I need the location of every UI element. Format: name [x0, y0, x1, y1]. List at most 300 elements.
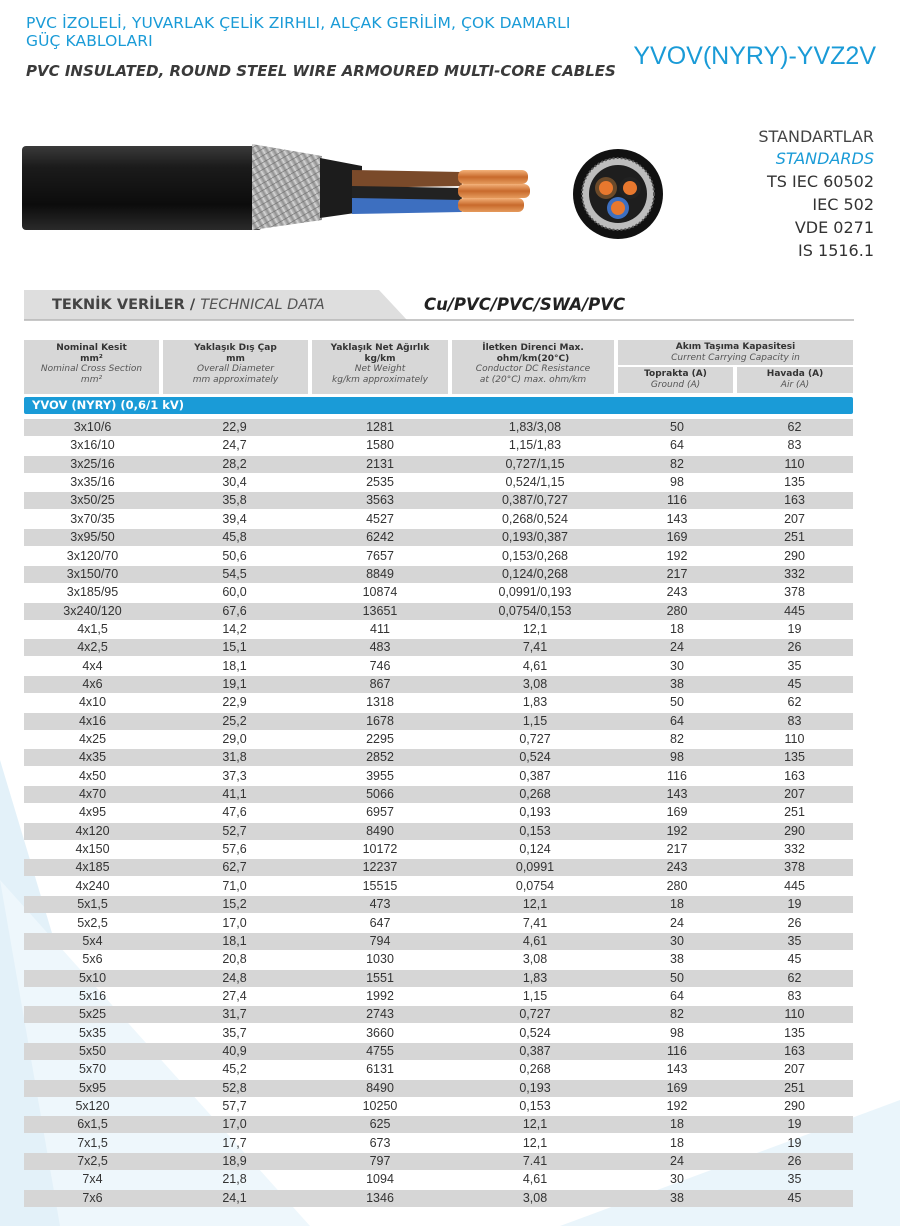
cell-air: 110 [784, 456, 805, 471]
cell-resistance: 0,727 [519, 1007, 551, 1022]
cell-cross-section: 7x2,5 [77, 1154, 108, 1168]
cell-air: 62 [787, 420, 802, 434]
cell-ground: 38 [670, 1190, 684, 1205]
cell-weight: 8490 [366, 1080, 394, 1095]
cell-diameter: 60,0 [222, 585, 247, 600]
cell-weight: 10250 [362, 1099, 398, 1113]
cell-resistance: 0,193/0,387 [501, 530, 569, 545]
cell-air: 19 [787, 1117, 802, 1132]
cell-cross-section: 5x16 [78, 988, 107, 1003]
cell-cross-section: 4x70 [78, 787, 107, 801]
table-row [24, 804, 853, 821]
table-row [24, 1080, 853, 1097]
header-diameter: Yaklaşık Dış Çap mm Overall Diameter mm approximately [163, 340, 308, 394]
cell-resistance: 3,08 [522, 1190, 548, 1205]
cell-cross-section: 3x240/120 [63, 603, 122, 618]
cell-resistance: 0,153 [519, 1099, 551, 1113]
cell-weight: 1281 [366, 420, 394, 434]
header-ground: Toprakta (A) Ground (A) [618, 367, 733, 393]
cell-cross-section: 4x1,5 [77, 621, 108, 636]
cell-ground: 280 [666, 603, 688, 618]
cell-cross-section: 7x1,5 [77, 1135, 108, 1150]
cell-resistance: 0,0991/0,193 [498, 585, 572, 600]
cell-air: 110 [784, 1007, 805, 1022]
cell-weight: 10172 [362, 842, 398, 856]
cell-diameter: 37,3 [222, 768, 247, 783]
cell-ground: 18 [670, 1117, 684, 1132]
cell-resistance: 0,124 [519, 842, 551, 856]
cell-resistance: 0,193 [519, 805, 551, 820]
cell-ground: 64 [670, 988, 684, 1003]
cell-cross-section: 3x150/70 [66, 566, 119, 581]
cell-ground: 82 [670, 456, 684, 471]
cell-ground: 169 [666, 805, 688, 820]
cell-air: 83 [787, 713, 802, 728]
cell-weight: 746 [369, 658, 391, 673]
cell-weight: 1551 [366, 970, 394, 985]
cell-weight: 483 [369, 640, 391, 655]
cell-cross-section: 4x25 [78, 732, 107, 746]
cell-diameter: 31,8 [222, 750, 247, 765]
cell-cross-section: 7x6 [82, 1190, 103, 1205]
table-row [24, 639, 853, 656]
cell-weight: 6957 [366, 805, 394, 820]
cell-resistance: 0,193 [519, 1080, 551, 1095]
cell-cross-section: 4x16 [78, 713, 107, 728]
cell-air: 62 [787, 695, 802, 710]
cell-diameter: 57,7 [222, 1099, 247, 1113]
cell-diameter: 24,8 [222, 970, 247, 985]
cell-air: 19 [787, 897, 802, 912]
cell-cross-section: 5x95 [78, 1080, 107, 1095]
table-row [24, 1025, 853, 1042]
cell-air: 45 [787, 1190, 802, 1205]
cell-ground: 64 [670, 438, 684, 453]
cell-ground: 116 [667, 493, 687, 508]
table-row [24, 1135, 853, 1152]
cell-cross-section: 4x10 [78, 695, 107, 710]
table-row [24, 548, 853, 565]
cell-resistance: 3,08 [522, 952, 548, 967]
cell-resistance: 0,0754/0,153 [498, 603, 572, 618]
cell-air: 135 [784, 475, 805, 490]
cell-ground: 30 [670, 658, 684, 673]
cell-air: 35 [787, 658, 802, 673]
table-row [24, 915, 853, 932]
cell-weight: 10874 [362, 585, 398, 600]
cell-air: 135 [784, 750, 805, 765]
cell-resistance: 0,268 [519, 1062, 551, 1077]
cell-cross-section: 4x50 [78, 768, 107, 783]
cell-cross-section: 4x120 [75, 823, 110, 838]
cell-air: 35 [787, 933, 802, 948]
cell-ground: 143 [666, 787, 688, 801]
technical-data-bar [24, 290, 854, 322]
cell-ground: 24 [670, 915, 684, 930]
cell-weight: 1318 [366, 695, 394, 710]
cell-cross-section: 3x16/10 [70, 438, 115, 453]
standard-item: IS 1516.1 [798, 241, 874, 260]
cell-diameter: 18,1 [222, 658, 247, 673]
cell-weight: 867 [369, 676, 391, 691]
cell-air: 45 [787, 952, 802, 967]
cell-weight: 2535 [366, 475, 394, 490]
cell-ground: 243 [666, 860, 688, 875]
cell-resistance: 0,268 [519, 787, 551, 801]
cell-ground: 217 [666, 842, 688, 856]
header-air: Havada (A) Air (A) [737, 367, 853, 393]
cell-resistance: 1,15 [522, 713, 548, 728]
cell-weight: 1346 [366, 1190, 394, 1205]
cell-ground: 24 [670, 640, 684, 655]
cell-diameter: 54,5 [222, 566, 247, 581]
cell-diameter: 57,6 [222, 842, 247, 856]
table-row [24, 1171, 853, 1188]
cell-weight: 4527 [366, 511, 394, 526]
cell-resistance: 4,61 [522, 933, 548, 948]
cell-weight: 8849 [366, 566, 394, 581]
cell-cross-section: 6x1,5 [77, 1117, 108, 1132]
cell-resistance: 0,727/1,15 [505, 456, 565, 471]
cell-weight: 8490 [366, 823, 394, 838]
header-cross-section: Nominal Kesit mm² Nominal Cross Section mm² [24, 340, 159, 394]
cell-weight: 13651 [362, 603, 398, 618]
cell-resistance: 12,1 [522, 897, 548, 912]
cell-air: 290 [784, 1099, 805, 1113]
cell-weight: 15515 [362, 878, 398, 893]
section-header: YVOV (NYRY) (0,6/1 kV) [24, 397, 853, 414]
cell-weight: 6131 [366, 1062, 394, 1077]
cell-cross-section: 5x35 [78, 1025, 107, 1040]
cell-weight: 4755 [366, 1043, 394, 1058]
cell-diameter: 31,7 [222, 1007, 247, 1022]
table-row [24, 1098, 853, 1115]
cell-weight: 3660 [366, 1025, 394, 1040]
cell-resistance: 7,41 [522, 640, 548, 655]
cell-resistance: 0,524 [519, 750, 551, 765]
cell-weight: 473 [369, 897, 391, 912]
cell-air: 207 [784, 1062, 805, 1077]
cell-air: 26 [787, 640, 802, 655]
cell-ground: 116 [667, 768, 687, 783]
table-row [24, 419, 853, 436]
cell-diameter: 30,4 [222, 475, 247, 490]
cell-diameter: 21,8 [222, 1172, 247, 1187]
table-row [24, 566, 853, 583]
cell-weight: 1580 [366, 438, 394, 453]
cell-diameter: 45,2 [222, 1062, 247, 1077]
cell-ground: 143 [666, 511, 688, 526]
cell-air: 207 [784, 787, 805, 801]
cell-resistance: 1,15/1,83 [508, 438, 562, 453]
cell-cross-section: 5x10 [78, 970, 107, 985]
cell-air: 45 [787, 676, 802, 691]
cell-resistance: 0,0991 [515, 860, 555, 875]
cell-air: 62 [787, 970, 802, 985]
header-resistance: İletken Direnci Max. ohm/km(20°C) Conductor DC Resistance at (20°C) max. ohm/km [452, 340, 614, 394]
cross-section-icon [572, 148, 664, 240]
table-row [24, 621, 853, 638]
construction-code: Cu/PVC/PVC/SWA/PVC [424, 295, 626, 314]
cell-resistance: 0,387 [519, 1043, 551, 1058]
cell-resistance: 0,0754 [515, 878, 555, 893]
table-row [24, 933, 853, 950]
cell-air: 251 [784, 805, 805, 820]
table-row [24, 988, 853, 1005]
cell-diameter: 15,1 [222, 640, 247, 655]
table-row [24, 603, 853, 620]
cell-diameter: 45,8 [222, 530, 247, 545]
table-row [24, 658, 853, 675]
cell-diameter: 52,8 [222, 1080, 247, 1095]
cell-ground: 192 [666, 548, 688, 563]
cell-diameter: 17,0 [222, 1117, 247, 1132]
cell-air: 332 [784, 566, 805, 581]
cell-ground: 30 [670, 1172, 684, 1187]
cell-ground: 30 [670, 933, 684, 948]
cell-ground: 143 [666, 1062, 688, 1077]
table-row [24, 492, 853, 509]
cell-ground: 169 [666, 530, 688, 545]
cell-ground: 18 [670, 897, 684, 912]
cell-weight: 2131 [366, 456, 394, 471]
cell-cross-section: 5x25 [78, 1007, 107, 1022]
cell-ground: 217 [666, 566, 688, 581]
header-capacity: Akım Taşıma Kapasitesi Current Carrying Capacity in [618, 340, 853, 365]
cell-ground: 24 [670, 1154, 684, 1168]
standard-item: IEC 502 [812, 195, 874, 214]
cell-air: 332 [784, 842, 805, 856]
cell-diameter: 29,0 [222, 732, 247, 746]
cell-weight: 1992 [366, 988, 394, 1003]
cell-ground: 169 [666, 1080, 688, 1095]
table-row [24, 474, 853, 491]
cell-air: 19 [787, 621, 802, 636]
table-row [24, 786, 853, 803]
cell-diameter: 50,6 [222, 548, 247, 563]
cell-weight: 2852 [366, 750, 394, 765]
cell-ground: 280 [666, 878, 688, 893]
table-row [24, 970, 853, 987]
cell-diameter: 25,2 [222, 713, 247, 728]
cell-resistance: 0,524 [519, 1025, 551, 1040]
table-row [24, 676, 853, 693]
table-row [24, 749, 853, 766]
cell-air: 290 [784, 823, 805, 838]
cell-air: 290 [784, 548, 805, 563]
cell-diameter: 24,1 [222, 1190, 247, 1205]
cell-air: 445 [784, 603, 805, 618]
cell-cross-section: 4x35 [78, 750, 107, 765]
cell-weight: 7657 [366, 548, 394, 563]
cell-cross-section: 3x50/25 [70, 493, 115, 508]
table-row [24, 768, 853, 785]
cell-diameter: 18,1 [222, 933, 247, 948]
cell-resistance: 7.41 [522, 1154, 548, 1168]
cell-resistance: 4,61 [522, 1172, 548, 1187]
cell-diameter: 18,9 [222, 1154, 247, 1168]
cell-weight: 3955 [366, 768, 394, 783]
table-row [24, 1061, 853, 1078]
cell-cross-section: 4x4 [82, 658, 103, 673]
cell-diameter: 40,9 [222, 1043, 247, 1058]
table-row [24, 896, 853, 913]
cell-cross-section: 5x70 [78, 1062, 107, 1077]
cell-cross-section: 3x25/16 [70, 456, 115, 471]
table-row [24, 1116, 853, 1133]
cell-air: 207 [784, 511, 805, 526]
cell-resistance: 0,153 [519, 823, 551, 838]
cell-ground: 38 [670, 952, 684, 967]
cell-ground: 98 [670, 1025, 684, 1040]
table-row [24, 529, 853, 546]
cell-cross-section: 4x2,5 [77, 640, 108, 655]
cell-diameter: 41,1 [222, 787, 247, 801]
cell-air: 251 [784, 530, 805, 545]
cell-resistance: 0,153/0,268 [501, 548, 569, 563]
technical-data-label: TEKNİK VERİLER / TECHNICAL DATA [52, 297, 325, 313]
table-row [24, 731, 853, 748]
cell-weight: 12237 [362, 860, 398, 875]
standards-label-tr: STANDARTLAR [758, 127, 874, 146]
cell-weight: 673 [369, 1135, 391, 1150]
cell-weight: 2295 [366, 732, 394, 746]
cell-air: 445 [784, 878, 805, 893]
cell-cross-section: 4x150 [75, 842, 110, 856]
cell-diameter: 39,4 [222, 511, 247, 526]
standard-item: VDE 0271 [794, 218, 874, 237]
cell-weight: 6242 [366, 530, 394, 545]
cell-diameter: 14,2 [222, 621, 247, 636]
table-row [24, 437, 853, 454]
cell-diameter: 15,2 [222, 897, 247, 912]
cell-resistance: 0,387 [519, 768, 551, 783]
cell-weight: 3563 [366, 493, 394, 508]
cell-air: 251 [784, 1080, 805, 1095]
table-row [24, 511, 853, 528]
cell-resistance: 1,83 [522, 695, 548, 710]
cell-diameter: 19,1 [222, 676, 247, 691]
table-row [24, 823, 853, 840]
cell-resistance: 12,1 [522, 1135, 548, 1150]
cell-diameter: 71,0 [222, 878, 247, 893]
cell-ground: 64 [670, 713, 684, 728]
cell-weight: 625 [369, 1117, 391, 1132]
cell-diameter: 20,8 [222, 952, 247, 967]
table-row [24, 456, 853, 473]
cell-air: 26 [787, 915, 802, 930]
cell-ground: 192 [666, 1099, 688, 1113]
table-row [24, 584, 853, 601]
cell-cross-section: 3x185/95 [66, 585, 119, 600]
cell-diameter: 17,0 [222, 915, 247, 930]
cell-air: 19 [787, 1135, 802, 1150]
cell-resistance: 3,08 [522, 676, 548, 691]
cell-weight: 1094 [366, 1172, 394, 1187]
cell-ground: 98 [670, 475, 684, 490]
cell-cross-section: 5x120 [75, 1099, 110, 1113]
cell-diameter: 22,9 [222, 695, 247, 710]
cell-weight: 647 [369, 915, 391, 930]
cell-ground: 50 [670, 420, 684, 434]
cell-resistance: 0,727 [519, 732, 551, 746]
cell-diameter: 22,9 [222, 420, 247, 434]
cell-ground: 82 [670, 1007, 684, 1022]
cell-air: 110 [784, 732, 805, 746]
cell-cross-section: 3x70/35 [70, 511, 115, 526]
cell-diameter: 52,7 [222, 823, 247, 838]
cell-diameter: 35,7 [222, 1025, 247, 1040]
cell-air: 26 [787, 1154, 802, 1168]
cell-resistance: 4,61 [522, 658, 548, 673]
cell-weight: 1030 [366, 952, 394, 967]
cell-resistance: 0,124/0,268 [501, 566, 569, 581]
table-row [24, 878, 853, 895]
cell-diameter: 24,7 [222, 438, 247, 453]
cell-cross-section: 3x120/70 [66, 548, 119, 563]
table-row [24, 1006, 853, 1023]
cell-cross-section: 3x35/16 [70, 475, 115, 490]
cell-air: 83 [787, 438, 802, 453]
cell-air: 378 [784, 585, 805, 600]
cell-resistance: 0,268/0,524 [501, 511, 569, 526]
table-row [24, 951, 853, 968]
table-row [24, 1043, 853, 1060]
table-row [24, 841, 853, 858]
table-row [24, 859, 853, 876]
cell-resistance: 0,524/1,15 [505, 475, 565, 490]
cell-ground: 18 [670, 621, 684, 636]
cell-weight: 794 [369, 933, 391, 948]
cell-resistance: 12,1 [522, 621, 548, 636]
cell-resistance: 0,387/0,727 [501, 493, 569, 508]
cell-diameter: 17,7 [222, 1135, 247, 1150]
cell-air: 163 [784, 1043, 805, 1058]
table-row [24, 1153, 853, 1170]
cell-cross-section: 4x6 [82, 676, 103, 691]
cell-weight: 2743 [366, 1007, 394, 1022]
cell-weight: 5066 [366, 787, 394, 801]
cell-diameter: 27,4 [222, 988, 247, 1003]
cell-ground: 116 [667, 1043, 687, 1058]
title-english: PVC INSULATED, ROUND STEEL WIRE ARMOURED MULTI-CORE CABLES [26, 62, 616, 80]
title-turkish: PVC İZOLELİ, YUVARLAK ÇELİK ZIRHLI, ALÇAK GERİLİM, ÇOK DAMARLI GÜÇ KABLOLARI [26, 14, 571, 50]
cell-air: 135 [784, 1025, 805, 1040]
table-row [24, 713, 853, 730]
standards-block [758, 126, 874, 262]
cell-resistance: 7,41 [522, 915, 548, 930]
cell-cross-section: 5x50 [78, 1043, 107, 1058]
cell-diameter: 35,8 [222, 493, 247, 508]
cell-weight: 1678 [366, 713, 394, 728]
table-row [24, 1190, 853, 1207]
cell-resistance: 1,83 [522, 970, 548, 985]
cell-diameter: 28,2 [222, 456, 247, 471]
cell-air: 163 [784, 768, 805, 783]
header-weight: Yaklaşık Net Ağırlık kg/km Net Weight kg/km approximately [312, 340, 448, 394]
cell-cross-section: 4x240 [75, 878, 110, 893]
cell-ground: 243 [666, 585, 688, 600]
cell-cross-section: 5x1,5 [77, 897, 108, 912]
standard-item: TS IEC 60502 [767, 172, 874, 191]
cell-cross-section: 3x95/50 [70, 530, 115, 545]
cell-weight: 411 [370, 621, 390, 636]
cell-air: 378 [784, 860, 805, 875]
cell-ground: 38 [670, 676, 684, 691]
cell-ground: 98 [670, 750, 684, 765]
cell-diameter: 47,6 [222, 805, 247, 820]
cell-ground: 50 [670, 695, 684, 710]
